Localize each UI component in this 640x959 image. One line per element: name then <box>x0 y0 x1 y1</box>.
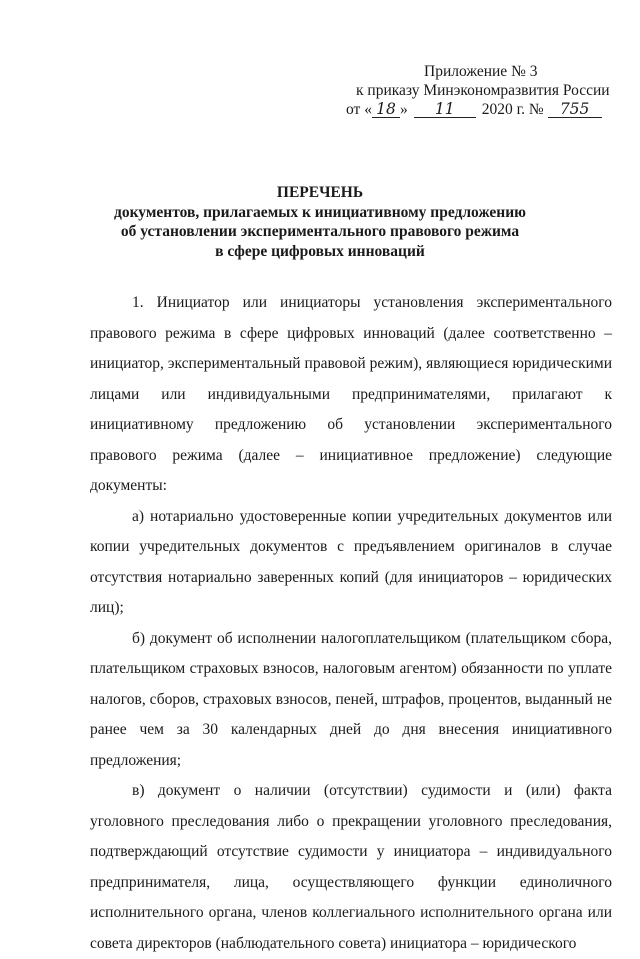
date-mid: » <box>399 101 408 118</box>
title-line-2: документов, прилагаемых к инициативному предложению <box>113 203 527 221</box>
appendix-header <box>330 62 620 119</box>
paragraph-b: б) документ об исполнении налогоплательщиком (плательщиком сбора, плательщиком страховых взносов, налоговым агентом) обязанности по уплате налогов, сборов, страховых взносов, пеней, штрафов, процентов, выданный не ранее чем за 30 календарных дней до дня внесения инициативного предложения; <box>90 629 612 769</box>
title-line-3: об установлении экспериментального правового режима <box>120 223 520 240</box>
date-prefix: от « <box>346 101 372 118</box>
title-line-1: ПЕРЕЧЕНЬ <box>276 184 364 201</box>
handwritten-day: 18 <box>372 102 400 118</box>
handwritten-month: 11 <box>414 102 476 118</box>
document-body <box>90 288 612 959</box>
title-line-4: в сфере цифровых инноваций <box>215 242 425 260</box>
paragraph-v: в) документ о наличии (отсутствии) судимости и (или) факта уголовного преследования либо о прекращении уголовного преследования, подтверждающий отсутствие судимости у инициатора – индивидуального предпринимателя, лица, осуществляющего функции единоличного исполнительного органа, членов коллегиального исполнительного органа или совета директоров (наблюдательного совета) инициатора – юридического <box>90 782 612 952</box>
date-year: 2020 г. № <box>481 101 544 118</box>
order-date-line <box>330 100 620 119</box>
handwritten-order-number: 755 <box>548 102 602 118</box>
paragraph-a: а) нотариально удостоверенные копии учредительных документов или копии учредительных документов с предъявлением оригиналов в случае отсутствия нотариально заверенных копий (для инициаторов – юридических лиц); <box>90 507 612 616</box>
appendix-number: Приложение № 3 <box>424 63 538 80</box>
paragraph-1: 1. Инициатор или инициаторы установления экспериментального правового режима в сфере цифровых инноваций (далее соответственно – инициатор, экспериментальный правовой режим), являющиеся юридическими лицами или индивидуальными предпринимателями, прилагают к инициативному предложению об установлении экспериментального правового режима (далее – инициативное предложение) следующие документы: <box>90 294 612 494</box>
order-reference: к приказу Минэкономразвития России <box>356 82 610 99</box>
document-title <box>100 183 540 261</box>
